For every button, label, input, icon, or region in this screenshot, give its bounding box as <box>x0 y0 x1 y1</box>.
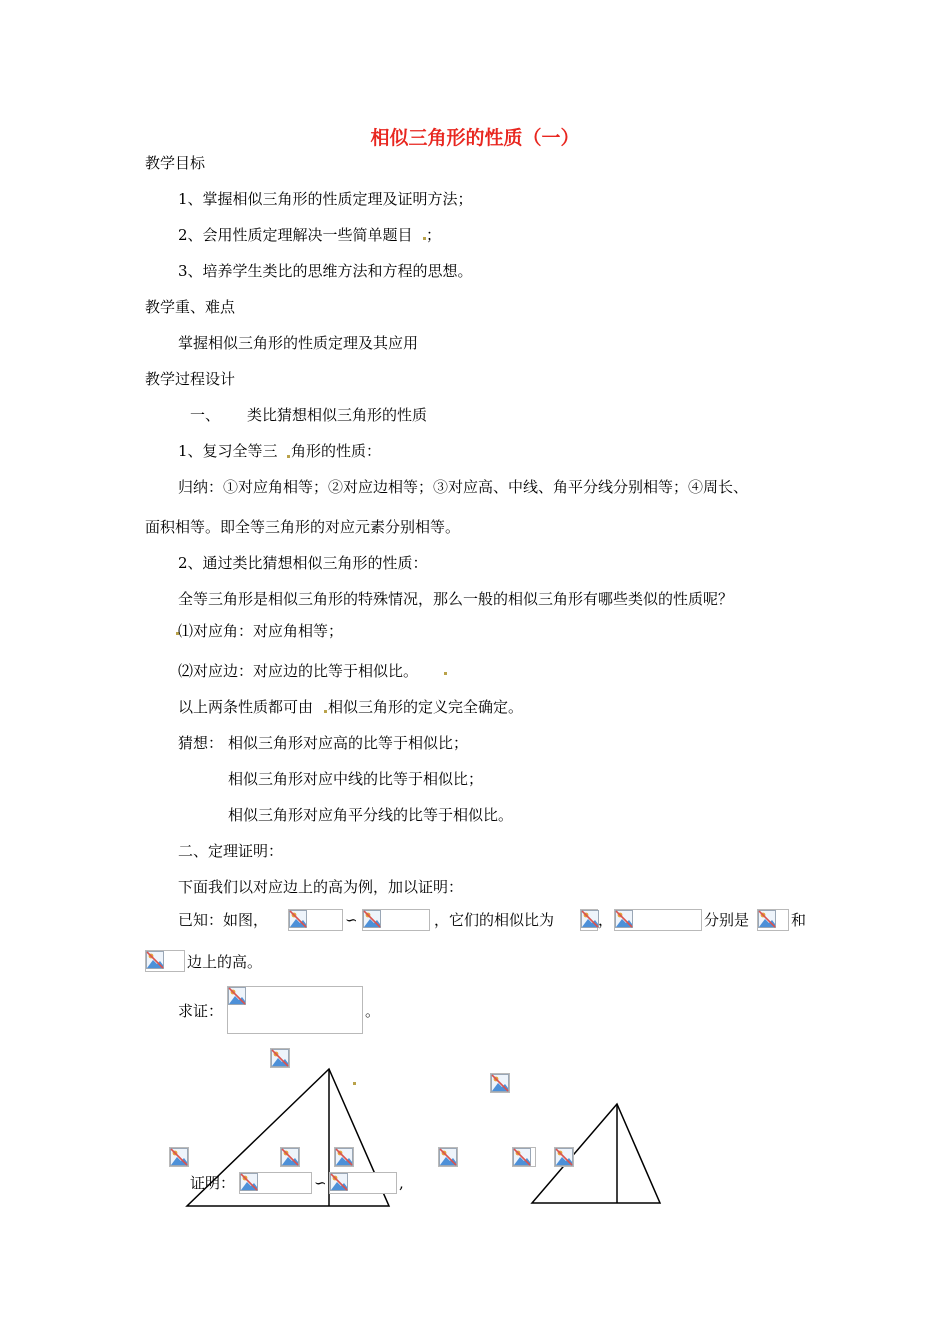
property-note-b: 相似三角形的定义完全确定。 <box>328 698 524 716</box>
property-2: ⑵对应边：对应边的比等于相似比。 <box>178 662 419 680</box>
and-text: 和 <box>791 911 807 929</box>
vertex-label-c <box>334 1147 354 1167</box>
key-text: 掌握相似三角形的性质定理及其应用 <box>178 334 419 352</box>
property-1: ⑴对应角：对应角相等； <box>178 622 344 640</box>
broken-image-icon <box>240 1173 258 1195</box>
conjecture-1: 相似三角形对应高的比等于相似比； <box>228 734 469 752</box>
formula-image <box>239 1172 312 1194</box>
conjecture-label: 猜想： <box>178 734 224 752</box>
broken-image-icon <box>555 1148 573 1170</box>
review-text-b: 角形的性质： <box>291 442 382 460</box>
question-text: 全等三角形是相似三角形的特殊情况，那么一般的相似三角形有哪些类似的性质呢？ <box>178 590 734 608</box>
page-title: 相似三角形的性质（一） <box>370 127 580 149</box>
proof-label: 证明： <box>190 1174 236 1192</box>
edge-text: 边上的高。 <box>187 953 263 971</box>
broken-image-icon <box>335 1148 353 1170</box>
property-note-a: 以上两条性质都可由 <box>178 698 314 716</box>
vertex-label-b <box>169 1147 189 1167</box>
vertex-label-d1 <box>512 1147 536 1167</box>
objective-2-end: ； <box>426 226 442 244</box>
prove-label: 求证： <box>178 1002 224 1020</box>
comma-text: ， <box>598 911 614 929</box>
ratio-text: ，它们的相似比为 <box>434 911 555 929</box>
vertex-label-a <box>270 1048 290 1068</box>
similar-symbol: ∽ <box>314 1174 327 1192</box>
broken-image-icon <box>281 1148 299 1170</box>
objective-2: 2、会用性质定理解决一些简单题目 <box>178 226 413 244</box>
are-text: 分别是 <box>704 911 750 929</box>
review-text-a: 1、复习全等三 <box>178 442 278 460</box>
summary-line-2: 面积相等。即全等三角形的对应元素分别相等。 <box>145 518 461 536</box>
triangle-a1b1c1 <box>532 1104 660 1203</box>
objective-1: 1、掌握相似三角形的性质定理及证明方法； <box>178 190 473 208</box>
broken-image-icon <box>330 1173 348 1195</box>
section2-heading: 二、定理证明： <box>178 842 284 860</box>
artifact-dot <box>353 1082 356 1085</box>
vertex-label-a1 <box>490 1073 510 1093</box>
broken-image-icon <box>439 1148 457 1170</box>
vertex-label-d <box>280 1147 300 1167</box>
broken-image-icon <box>513 1148 531 1170</box>
section1-number: 一、 <box>190 406 221 424</box>
objective-3: 3、培养学生类比的思维方法和方程的思想。 <box>178 262 473 280</box>
conjecture-3: 相似三角形对应角平分线的比等于相似比。 <box>228 806 514 824</box>
broken-image-icon <box>170 1148 188 1170</box>
broken-image-icon <box>271 1049 289 1071</box>
objectives-heading: 教学目标 <box>145 154 206 172</box>
conjecture-2: 相似三角形对应中线的比等于相似比； <box>228 770 484 788</box>
proof-comma: , <box>399 1174 404 1192</box>
key-heading: 教学重、难点 <box>145 298 236 316</box>
process-heading: 教学过程设计 <box>145 370 236 388</box>
similar-symbol: ∽ <box>345 911 358 929</box>
vertex-label-b1 <box>438 1147 458 1167</box>
proof-intro: 下面我们以对应边上的高为例，加以证明： <box>178 878 464 896</box>
broken-image-icon <box>491 1074 509 1096</box>
formula-image <box>329 1172 397 1194</box>
period-text: 。 <box>365 1002 381 1020</box>
vertex-label-c1 <box>554 1147 574 1167</box>
section1-title: 类比猜想相似三角形的性质 <box>247 406 428 424</box>
summary-line-1: 归纳：①对应角相等；②对应边相等；③对应高、中线、角平分线分别相等；④周长、 <box>178 478 749 496</box>
given-label: 已知：如图， <box>178 911 269 929</box>
analogy-heading: 2、通过类比猜想相似三角形的性质： <box>178 554 428 572</box>
